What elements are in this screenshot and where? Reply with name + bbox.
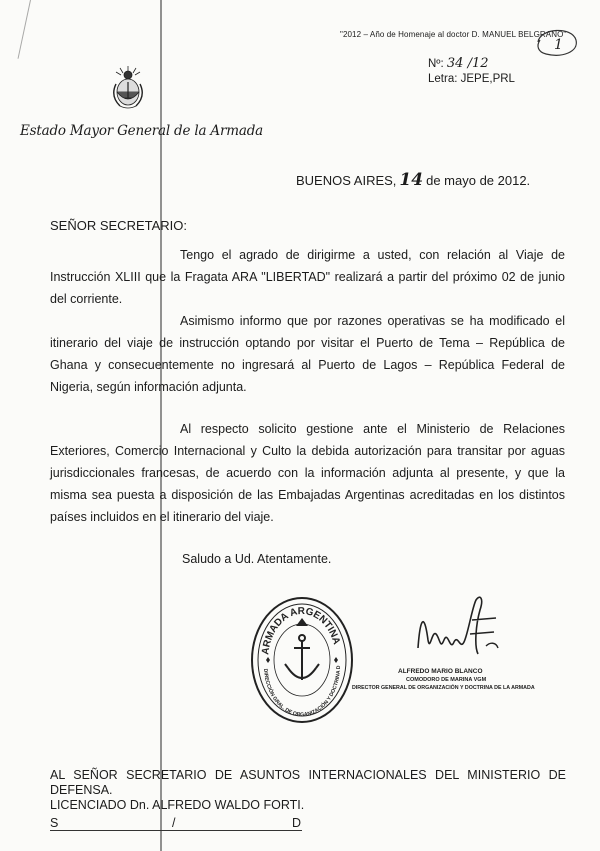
signatory-rank: COMODORO DE MARINA VGM [406,677,487,683]
scan-corner-mark [18,0,31,59]
letter-label: Letra: [428,73,458,85]
date-rest: de mayo de 2012. [426,173,531,188]
year-motto: "2012 – Año de Homenaje al doctor D. MANUEL BELGRANO" [340,30,567,39]
sd-line [50,816,302,831]
handwritten-signature-icon [410,590,510,668]
institution-letterhead: Estado Mayor General de la Armada [20,123,263,139]
sd-slash: / [172,816,176,830]
signatory-title: DIRECTOR GENERAL DE ORGANIZACIÓN Y DOCTRINA DE LA ARMADA [352,685,535,691]
reference-block [428,56,515,87]
date-line [296,170,530,190]
salutation: SEÑOR SECRETARIO: [50,218,188,233]
sheet-number-stamp [532,22,582,68]
ref-number-value: 34 /12 [446,56,489,71]
closing-line: Saludo a Ud. Atentamente. [182,552,332,566]
addressee-line-2: LICENCIADO Dn. ALFREDO WALDO FORTI. [50,798,305,812]
seal-outer-text: ARMADA ARGENTINA [260,605,342,656]
argentine-coat-of-arms-icon [106,64,150,114]
signatory-name: ALFREDO MARIO BLANCO [398,668,483,675]
addressee-line-1: AL SEÑOR SECRETARIO DE ASUNTOS INTERNACIONALES DEL MINISTERIO DE DEFENSA. [50,768,566,797]
body-paragraph-2: Asimismo informo que por razones operativas se ha modificado el itinerario del viaje de instrucción optando por visitar el Puerto de Tema – República de Ghana y consecuentemente no ingresará al Puerto de Lagos – República Federal de Nigeria, según información adjunta. [50,314,565,394]
letter-value: JEPE,PRL [460,73,515,85]
body-paragraph-3: Al respecto solicito gestione ante el Ministerio de Relaciones Exteriores, Comercio Internacional y Culto la debida autorización para transitar por aguas jurisdiccionales francesas, de acuerdo con la información adjunta al presente, y que la misma sea puesta a disposición de las Embajadas Argentinas acreditadas en los distintos países incluidos en el itinerario del viaje. [50,422,565,524]
ref-number-label: Nº: [428,58,444,70]
navy-anchor-seal-icon [250,596,354,724]
sheet-number-text: 1 [554,37,563,53]
sd-s: S [50,816,59,830]
seal-inner-text: DIRECCIÓN GRAL. DE ORGANIZACIÓN Y DOCTRINA D [262,665,343,719]
date-city: BUENOS AIRES, [296,173,397,188]
sd-d: D [292,816,302,830]
body-paragraph-1: Tengo el agrado de dirigirme a usted, con relación al Viaje de Instrucción XLIII que la Fragata ARA "LIBERTAD" realizará a partir del próximo 02 de junio del corriente. [50,248,565,306]
date-day: 14 [399,170,424,190]
